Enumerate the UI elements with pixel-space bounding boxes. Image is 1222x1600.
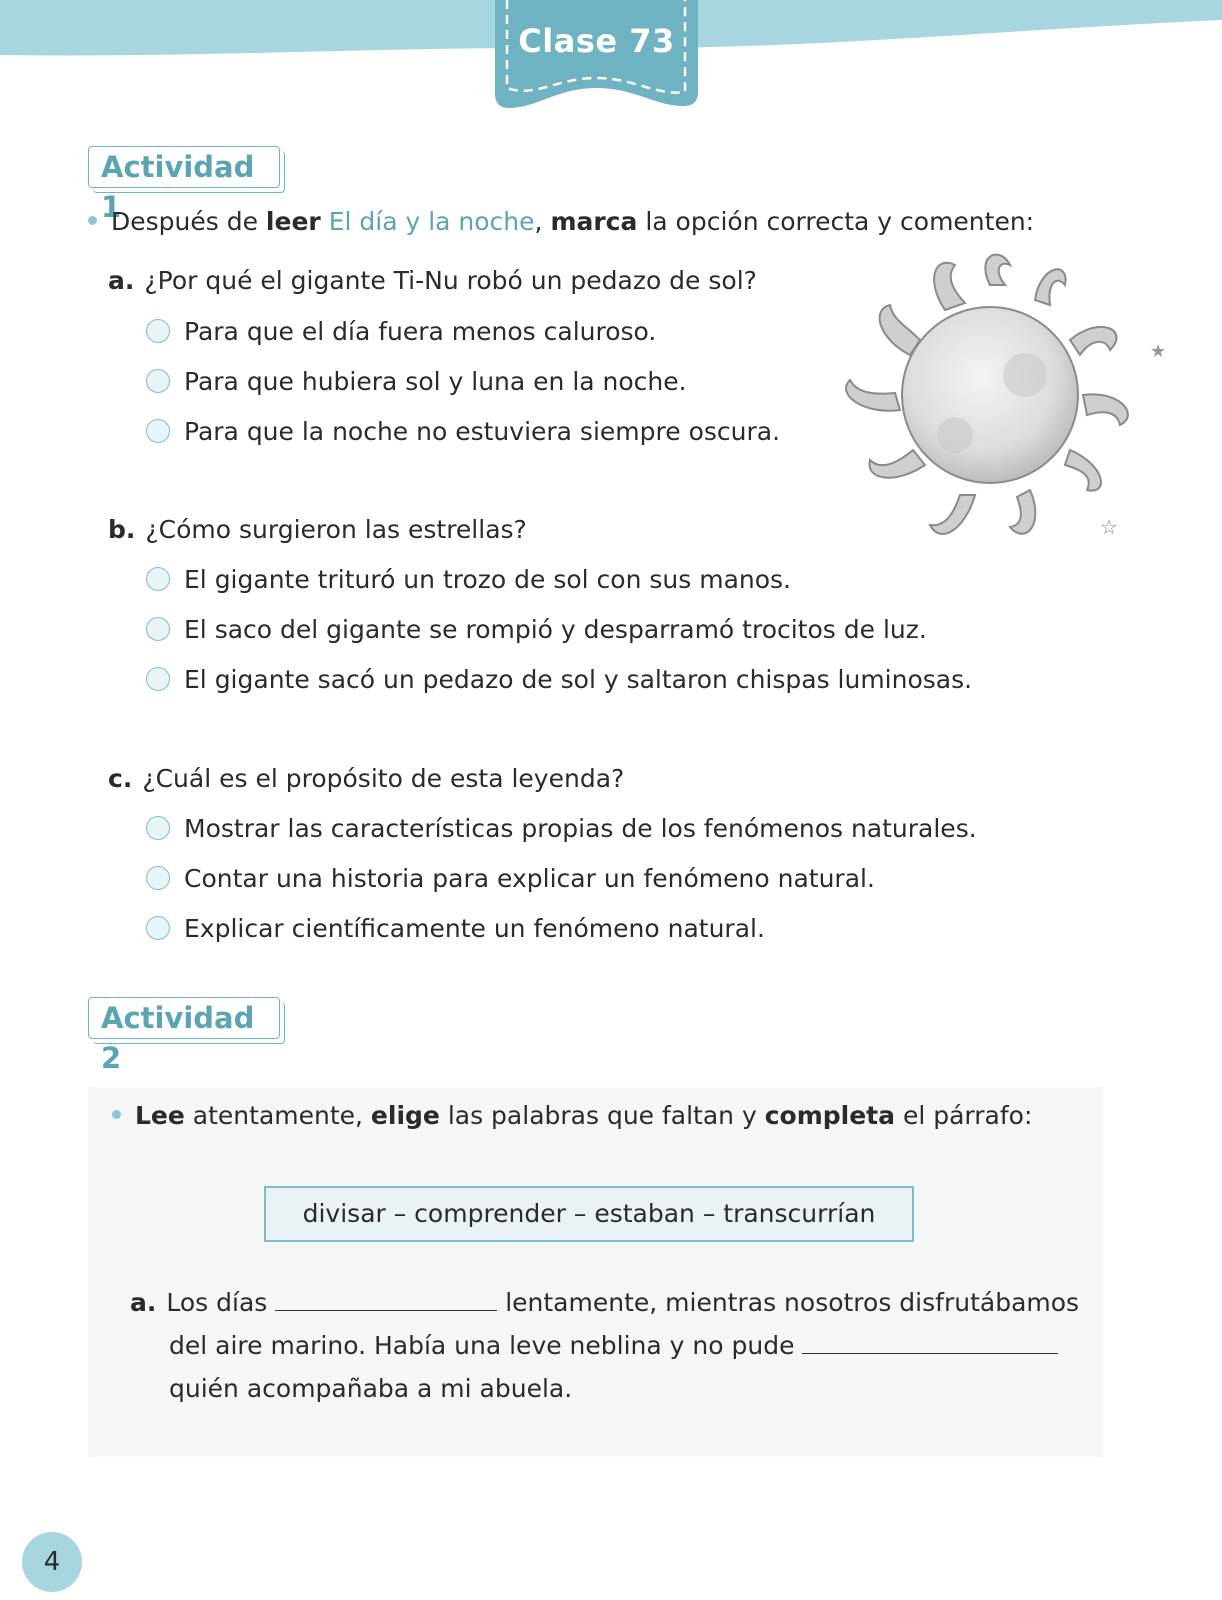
- radio-button[interactable]: [146, 816, 170, 840]
- question-b: b. ¿Cómo surgieron las estrellas?: [108, 515, 527, 544]
- page-number: 4: [22, 1532, 82, 1592]
- radio-button[interactable]: [146, 567, 170, 591]
- radio-button[interactable]: [146, 866, 170, 890]
- radio-button[interactable]: [146, 916, 170, 940]
- option-c3[interactable]: Explicar científicamente un fenómeno natural.: [146, 913, 765, 945]
- paragraph-line-1: a. Los días lentamente, mientras nosotros disfrutábamos: [130, 1288, 1080, 1317]
- svg-text:★: ★: [1150, 341, 1167, 362]
- blank-field-2[interactable]: [802, 1331, 1058, 1354]
- question-a: a. ¿Por qué el gigante Ti-Nu robó un pedazo de sol?: [108, 266, 757, 295]
- radio-button[interactable]: [146, 617, 170, 641]
- option-a3[interactable]: Para que la noche no estuviera siempre oscura.: [146, 416, 780, 448]
- activity-1-instruction: Después de leer El día y la noche, marca la opción correcta y comenten:: [88, 206, 1034, 238]
- blank-field-1[interactable]: [275, 1288, 497, 1311]
- option-b1[interactable]: El gigante trituró un trozo de sol con sus manos.: [146, 564, 791, 596]
- radio-button[interactable]: [146, 319, 170, 343]
- bullet-icon: [112, 1110, 121, 1119]
- activity-2-instruction: Lee atentamente, elige las palabras que faltan y completa el párrafo:: [112, 1100, 1032, 1132]
- question-c: c. ¿Cuál es el propósito de esta leyenda?: [108, 764, 625, 793]
- radio-button[interactable]: [146, 667, 170, 691]
- star-icon: ☆: [1100, 515, 1118, 539]
- paragraph-line-2: del aire marino. Había una leve neblina y no pude: [169, 1329, 1058, 1363]
- radio-button[interactable]: [146, 419, 170, 443]
- story-title: El día y la noche: [328, 207, 535, 236]
- option-a2[interactable]: Para que hubiera sol y luna en la noche.: [146, 366, 687, 398]
- activity-2-label: Actividad 2: [88, 997, 280, 1039]
- activity-1-label: Actividad 1: [88, 146, 280, 188]
- word-bank: divisar – comprender – estaban – transcurrían: [264, 1186, 914, 1242]
- bullet-icon: [88, 216, 97, 225]
- radio-button[interactable]: [146, 369, 170, 393]
- option-c1[interactable]: Mostrar las características propias de los fenómenos naturales.: [146, 813, 977, 845]
- option-b3[interactable]: El gigante sacó un pedazo de sol y saltaron chispas luminosas.: [146, 664, 972, 696]
- option-b2[interactable]: El saco del gigante se rompió y desparramó trocitos de luz.: [146, 614, 927, 646]
- option-a1[interactable]: Para que el día fuera menos caluroso.: [146, 316, 656, 348]
- clase-title: Clase 73: [518, 22, 675, 60]
- paragraph-line-3: quién acompañaba a mi abuela.: [169, 1374, 573, 1403]
- option-c2[interactable]: Contar una historia para explicar un fenómeno natural.: [146, 863, 875, 895]
